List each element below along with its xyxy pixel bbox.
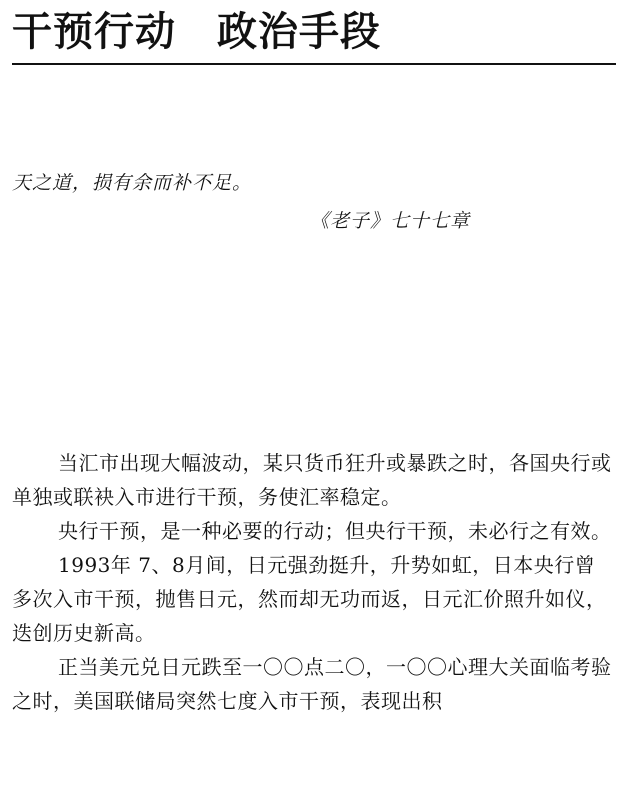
paragraph: 央行干预，是一种必要的行动；但央行干预，未必行之有效。 <box>58 519 612 543</box>
body-text <box>12 446 612 718</box>
paragraph: 正当美元兑日元跌至一〇〇点二〇，一〇〇心理大关面临考验之时，美国联储局突然七度入市干预，表现出积 <box>12 655 612 713</box>
paragraph: 1993年 7、8月间，日元强劲挺升，升势如虹，日本央行曾多次入市干预，抛售日元，然而却无功而返，日元汇价照升如仪，迭创历史新高。 <box>12 553 607 645</box>
epigraph-source: 《老子》七十七章 <box>310 210 471 232</box>
paragraph: 当汇市出现大幅波动，某只货币狂升或暴跌之时，各国央行或单独或联袂入市进行干预，务使汇率稳定。 <box>12 451 612 509</box>
epigraph-quote: 天之道，损有余而补不足。 <box>12 172 253 194</box>
title-underline <box>12 63 616 65</box>
chapter-title: 干预行动 政治手段 <box>12 9 381 55</box>
